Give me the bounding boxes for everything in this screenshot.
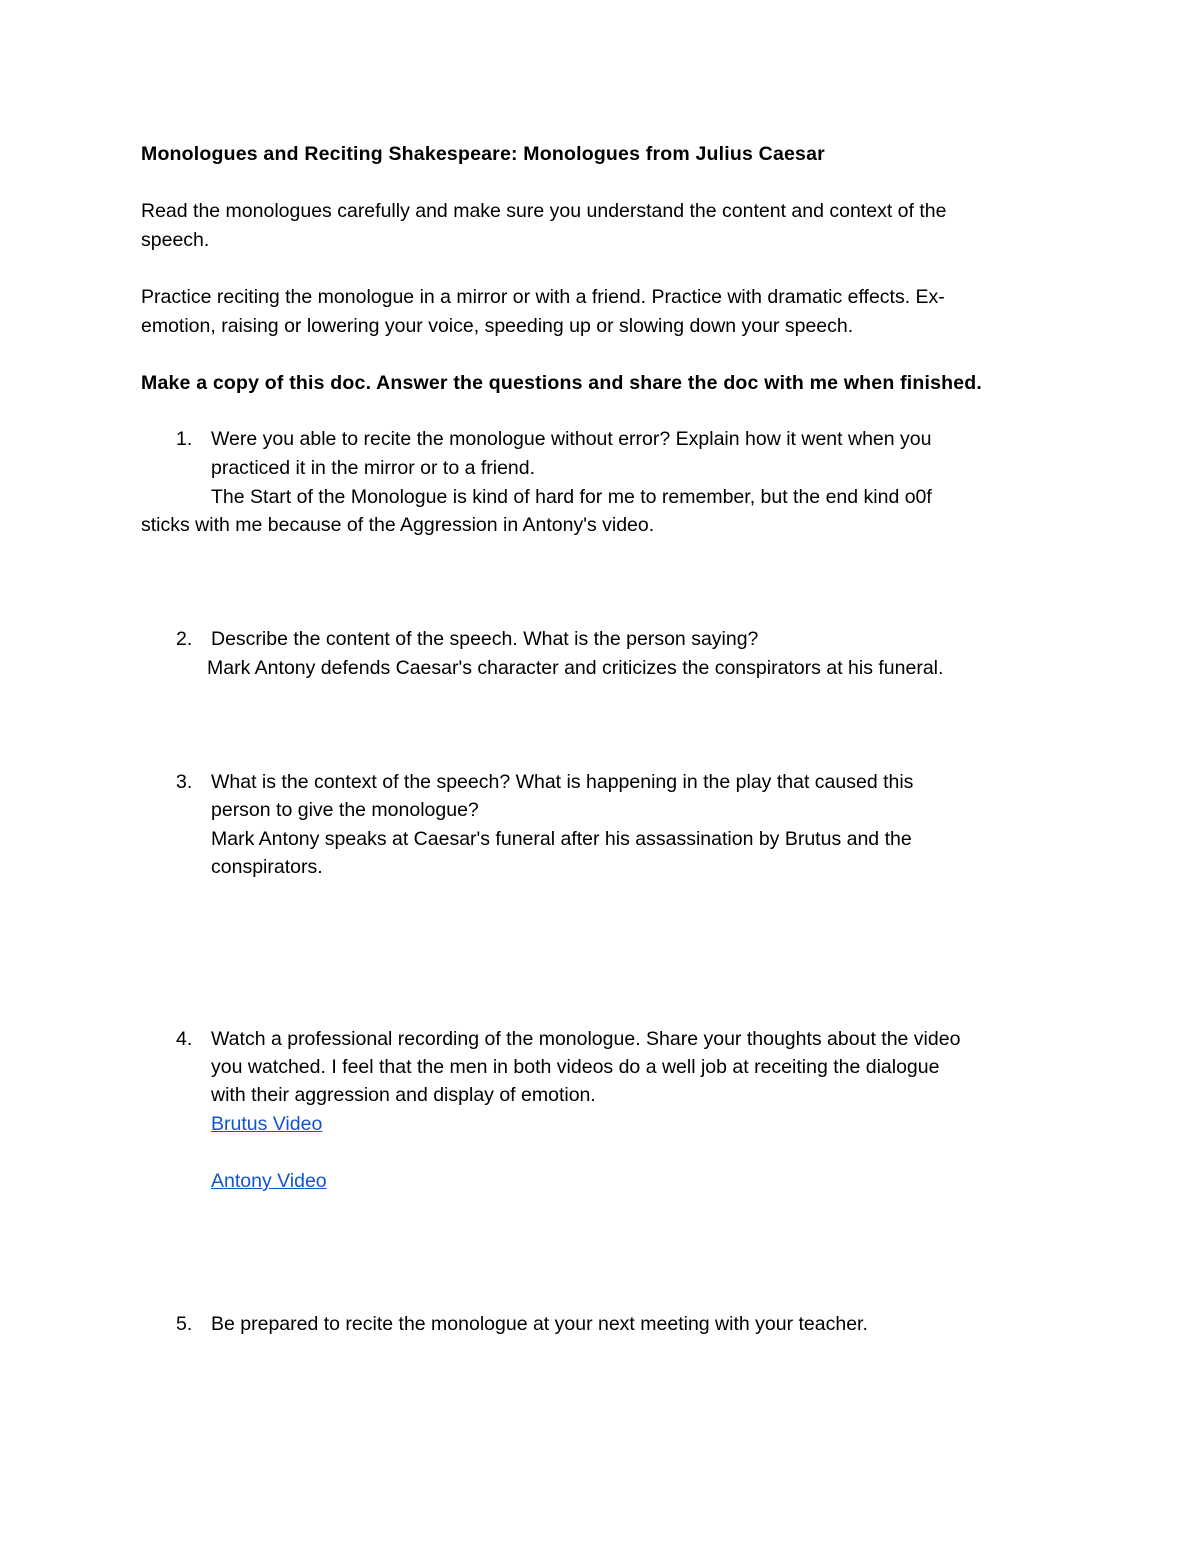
answer-3-line-2: conspirators.	[211, 856, 323, 878]
question-3-number: 3.	[176, 771, 193, 793]
intro-paragraph-1-line-1: Read the monologues carefully and make sure you understand the content and context of the	[141, 200, 947, 222]
intro-paragraph-2-line-2: emotion, raising or lowering your voice, speeding up or slowing down your speech.	[141, 315, 854, 337]
question-3-line-1: What is the context of the speech? What is happening in the play that caused this	[211, 771, 914, 793]
question-4-number: 4.	[176, 1028, 193, 1050]
question-1-number: 1.	[176, 428, 193, 450]
question-1-line-2: practiced it in the mirror or to a friend.	[211, 457, 536, 479]
answer-1-line-1: The Start of the Monologue is kind of hard for me to remember, but the end kind o0f	[211, 486, 932, 508]
question-3-line-2: person to give the monologue?	[211, 799, 479, 821]
antony-video-link[interactable]: Antony Video	[211, 1170, 327, 1192]
document-title: Monologues and Reciting Shakespeare: Monologues from Julius Caesar	[141, 143, 825, 165]
instruction-text: Make a copy of this doc. Answer the questions and share the doc with me when finished.	[141, 372, 983, 394]
question-5-number: 5.	[176, 1313, 193, 1335]
question-4-line-2: you watched. I feel that the men in both videos do a well job at receiting the dialogue	[211, 1056, 940, 1078]
question-1-line-1: Were you able to recite the monologue without error? Explain how it went when you	[211, 428, 932, 450]
intro-paragraph-1-line-2: speech.	[141, 229, 210, 251]
answer-2-line-1: Mark Antony defends Caesar's character and criticizes the conspirators at his funeral.	[207, 657, 944, 679]
question-4-line-3: with their aggression and display of emotion.	[211, 1084, 596, 1106]
question-2-number: 2.	[176, 628, 193, 650]
question-5-line-1: Be prepared to recite the monologue at your next meeting with your teacher.	[211, 1313, 868, 1335]
answer-1-line-2: sticks with me because of the Aggression in Antony's video.	[141, 514, 655, 536]
brutus-video-link[interactable]: Brutus Video	[211, 1113, 323, 1135]
question-4-line-1: Watch a professional recording of the monologue. Share your thoughts about the video	[211, 1028, 961, 1050]
answer-3-line-1: Mark Antony speaks at Caesar's funeral after his assassination by Brutus and the	[211, 828, 912, 850]
question-2-line-1: Describe the content of the speech. What is the person saying?	[211, 628, 759, 650]
intro-paragraph-2-line-1: Practice reciting the monologue in a mirror or with a friend. Practice with dramatic effects. Ex-	[141, 286, 945, 308]
